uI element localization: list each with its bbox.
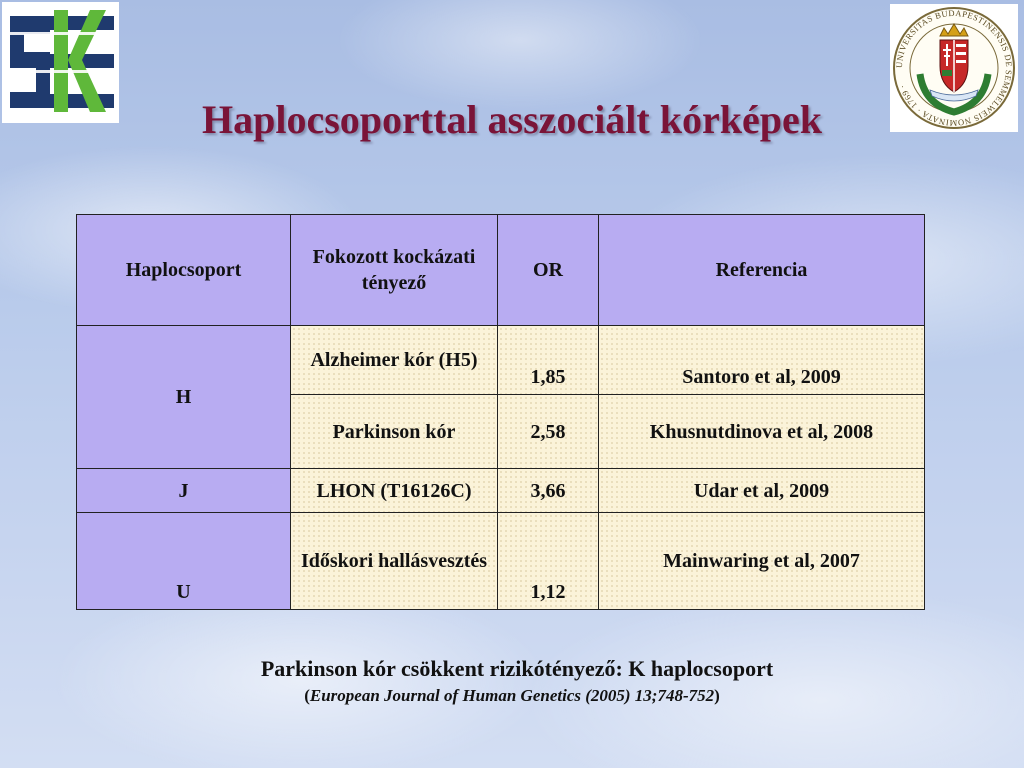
factor-cell: Időskori hallásvesztés xyxy=(291,513,498,610)
reference-cell: Udar et al, 2009 xyxy=(599,469,925,513)
footer-note: Parkinson kór csökkent rizikótényező: K haplocsoport xyxy=(260,656,774,681)
or-cell: 1,85 xyxy=(498,326,599,395)
haplogroup-table xyxy=(76,214,925,610)
table-row xyxy=(77,469,925,513)
or-cell: 2,58 xyxy=(498,395,599,469)
citation-close-paren: ) xyxy=(714,686,720,705)
factor-cell: Parkinson kór xyxy=(291,395,498,469)
group-cell-h: H xyxy=(77,326,291,469)
table-row xyxy=(77,326,925,395)
citation-open-paren: ( xyxy=(304,686,310,705)
reference-cell: Santoro et al, 2009 xyxy=(599,326,925,395)
table-header-row xyxy=(77,215,925,326)
table-row xyxy=(77,513,925,610)
group-cell-u: U xyxy=(77,513,291,610)
or-cell: 3,66 xyxy=(498,469,599,513)
header-haplocsoport: Haplocsoport xyxy=(77,215,291,326)
group-cell-j: J xyxy=(77,469,291,513)
citation-journal: European Journal of Human Genetics (2005) 13;748-752 xyxy=(309,686,715,705)
reference-cell: Mainwaring et al, 2007 xyxy=(599,513,925,610)
factor-cell: LHON (T16126C) xyxy=(291,469,498,513)
factor-cell: Alzheimer kór (H5) xyxy=(291,326,498,395)
page-title: Haplocsoporttal asszociált kórképek xyxy=(202,97,822,142)
header-referencia: Referencia xyxy=(599,215,925,326)
reference-cell: Khusnutdinova et al, 2008 xyxy=(599,395,925,469)
or-cell: 1,12 xyxy=(498,513,599,610)
header-or: OR xyxy=(498,215,599,326)
footer-citation xyxy=(0,686,1024,706)
header-factor: Fokozott kockázati tényező xyxy=(291,215,498,326)
svg-text:UNIVERSITAS BUDAPESTINENSIS DE: UNIVERSITAS BUDAPESTINENSIS DE SEMMELWEIS NOMINATA · 1769 · xyxy=(893,7,1015,129)
